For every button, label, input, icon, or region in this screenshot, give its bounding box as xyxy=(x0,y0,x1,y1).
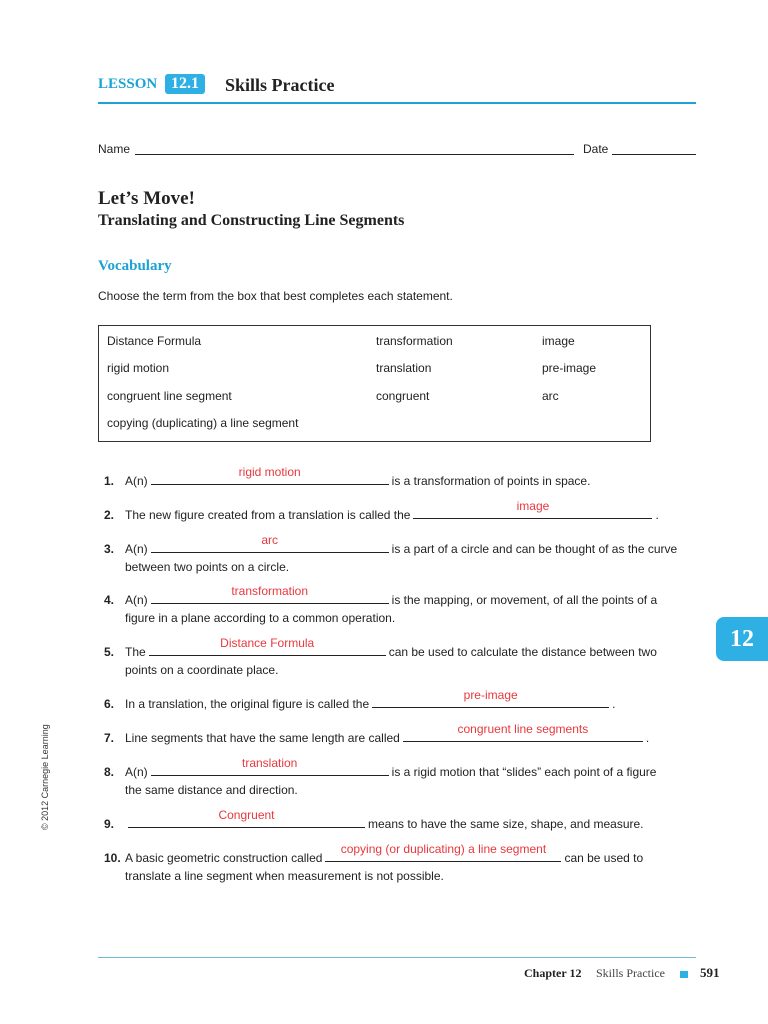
footer-rule xyxy=(98,957,696,958)
answer-text: arc xyxy=(261,533,278,547)
answer-text: congruent line segments xyxy=(457,722,589,736)
vocabulary-heading: Vocabulary xyxy=(98,258,172,274)
footer-section: Skills Practice xyxy=(596,966,665,980)
question-item xyxy=(104,584,658,627)
footer-square-icon xyxy=(680,971,688,978)
question-text: . xyxy=(655,508,659,522)
question-text: In a translation, the original figure is called the xyxy=(125,697,370,711)
answer-blank[interactable] xyxy=(151,756,389,776)
question-item xyxy=(104,842,644,885)
question-item xyxy=(104,533,678,576)
date-label: Date xyxy=(583,142,609,156)
question-continuation: between two points on a circle. xyxy=(125,560,290,574)
question-text: A(n) xyxy=(125,593,148,607)
page-number: 591 xyxy=(700,965,720,980)
term: Distance Formula xyxy=(107,334,202,348)
question-item xyxy=(104,808,644,833)
term: image xyxy=(542,334,575,348)
question-text: . xyxy=(612,697,616,711)
question-text: is a transformation of points in space. xyxy=(391,474,591,488)
lesson-title: Skills Practice xyxy=(225,75,335,95)
question-text: Line segments that have the same length are called xyxy=(125,731,400,745)
question-text: . xyxy=(645,731,650,745)
question-number: 8. xyxy=(104,765,115,779)
answer-text: Congruent xyxy=(218,808,275,822)
footer-chapter: Chapter 12 xyxy=(524,966,582,980)
answer-text: rigid motion xyxy=(238,465,301,479)
question-item xyxy=(104,688,616,713)
answer-blank[interactable] xyxy=(403,722,643,742)
answer-blank[interactable] xyxy=(128,808,365,828)
question-text: A basic geometric construction called xyxy=(125,851,323,865)
term: translation xyxy=(376,361,432,375)
answer-blank[interactable] xyxy=(151,533,389,553)
answer-blank[interactable] xyxy=(151,465,389,485)
term: pre-image xyxy=(542,361,597,375)
lesson-label: LESSON xyxy=(98,76,158,92)
question-continuation: translate a line segment when measurement is not possible. xyxy=(125,869,444,883)
question-number: 4. xyxy=(104,593,115,607)
question-number: 1. xyxy=(104,474,115,488)
term: copying (duplicating) a line segment xyxy=(107,416,299,430)
answer-blank[interactable] xyxy=(149,636,386,656)
question-text: The xyxy=(125,645,146,659)
question-item xyxy=(104,636,657,679)
question-number: 7. xyxy=(104,731,115,745)
question-number: 3. xyxy=(104,542,115,556)
question-text: is a rigid motion that “slides” each point of a figure xyxy=(391,765,657,779)
name-label: Name xyxy=(98,142,131,156)
question-text: is a part of a circle and can be thought of as the curve xyxy=(391,542,678,556)
question-text: A(n) xyxy=(125,542,148,556)
question-text: can be used to calculate the distance between two xyxy=(388,645,657,659)
answer-blank[interactable] xyxy=(325,842,561,862)
answer-text: translation xyxy=(241,756,298,770)
term: arc xyxy=(542,389,559,403)
copyright: © 2012 Carnegie Learning xyxy=(40,724,50,830)
question-item xyxy=(104,756,657,799)
term: rigid motion xyxy=(107,361,170,375)
term: transformation xyxy=(376,334,453,348)
question-number: 6. xyxy=(104,697,115,711)
question-continuation: figure in a plane according to a common operation. xyxy=(125,611,396,625)
word-bank xyxy=(98,325,651,442)
answer-text: pre-image xyxy=(463,688,518,702)
question-text: means to have the same size, shape, and measure. xyxy=(368,817,644,831)
instructions: Choose the term from the box that best completes each statement. xyxy=(98,289,453,303)
term: congruent line segment xyxy=(107,389,232,403)
answer-blank[interactable] xyxy=(151,584,389,604)
question-number: 5. xyxy=(104,645,115,659)
question-text: The new figure created from a translation is called the xyxy=(125,508,411,522)
name-field[interactable] xyxy=(135,154,574,155)
answer-blank[interactable] xyxy=(372,688,609,708)
answer-text: Distance Formula xyxy=(220,636,315,650)
question-item xyxy=(104,499,659,524)
question-number: 9. xyxy=(104,817,115,831)
chapter-tab: 12 xyxy=(716,617,768,661)
question-text: can be used to xyxy=(564,851,644,865)
question-item xyxy=(104,465,591,490)
lesson-number-badge: 12.1 xyxy=(165,74,205,94)
question-continuation: points on a coordinate place. xyxy=(125,663,279,677)
question-text: is the mapping, or movement, of all the points of a xyxy=(391,593,658,607)
question-text: A(n) xyxy=(125,765,148,779)
question-text: A(n) xyxy=(125,474,148,488)
answer-blank[interactable] xyxy=(413,499,652,519)
answer-text: copying (or duplicating) a line segment xyxy=(340,842,547,856)
question-number: 2. xyxy=(104,508,115,522)
answer-text: transformation xyxy=(231,584,309,598)
question-item xyxy=(104,722,650,747)
header-rule xyxy=(98,102,696,104)
answer-text: image xyxy=(516,499,550,513)
question-number: 10. xyxy=(104,851,121,865)
date-field[interactable] xyxy=(612,154,696,155)
term: congruent xyxy=(376,389,430,403)
page-title: Let’s Move! xyxy=(98,188,195,209)
page-subtitle: Translating and Constructing Line Segments xyxy=(98,212,405,229)
question-continuation: the same distance and direction. xyxy=(125,783,298,797)
